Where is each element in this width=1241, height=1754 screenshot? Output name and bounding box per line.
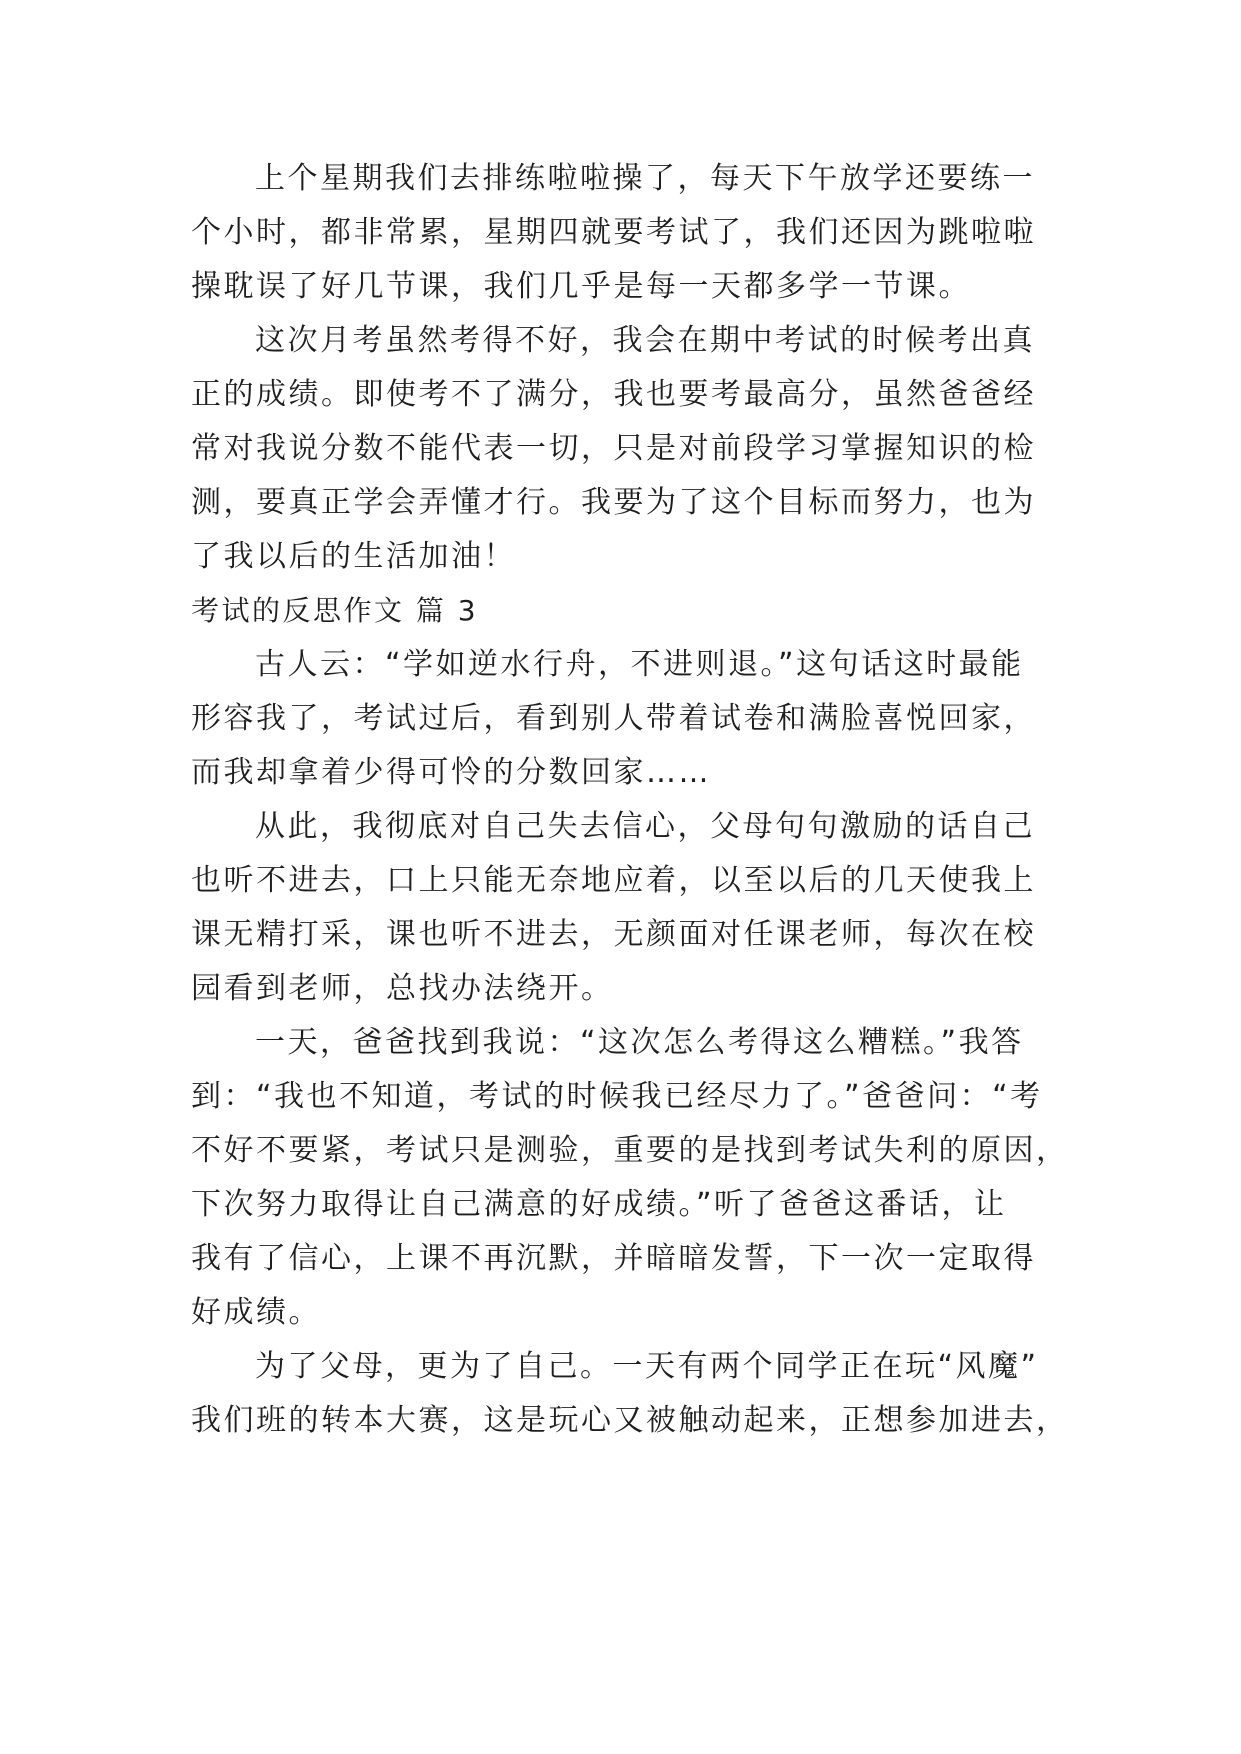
paragraph-line: 正的成绩。即使考不了满分，我也要考最高分，虽然爸爸经 (191, 377, 1036, 412)
paragraph-line: 形容我了，考试过后，看到别人带着试卷和满脸喜悦回家， (191, 701, 1036, 736)
paragraph-line: 了我以后的生活加油！ (191, 539, 516, 574)
paragraph-line: 而我却拿着少得可怜的分数回家…… (191, 755, 711, 790)
paragraph-line: 操耽误了好几节课，我们几乎是每一天都多学一节课。 (191, 269, 971, 304)
paragraph-line: 个小时，都非常累，星期四就要考试了，我们还因为跳啦啦 (191, 215, 1036, 250)
paragraph-line: 一天，爸爸找到我说：“这次怎么考得这么糟糕。”我答 (255, 1025, 1024, 1060)
paragraph-line: 课无精打采，课也听不进去，无颜面对任课老师，每次在校 (191, 917, 1036, 952)
paragraph-line: 我们班的转本大赛，这是玩心又被触动起来，正想参加进去， (191, 1403, 1069, 1438)
document-body (191, 152, 1069, 1448)
paragraph-line: 测，要真正学会弄懂才行。我要为了这个目标而努力，也为 (191, 485, 1036, 520)
paragraph-line: 到：“我也不知道，考试的时候我已经尽力了。”爸爸问：“考 (191, 1079, 1043, 1114)
paragraph-line: 古人云：“学如逆水行舟，不进则退。”这句话这时最能 (255, 647, 1024, 682)
paragraph-line: 我有了信心，上课不再沉默，并暗暗发誓，下一次一定取得 (191, 1241, 1036, 1276)
paragraph-line: 下次努力取得让自己满意的好成绩。”听了爸爸这番话，让 (191, 1187, 1007, 1222)
paragraph-line: 常对我说分数不能代表一切，只是对前段学习掌握知识的检 (191, 431, 1036, 466)
paragraph-line: 园看到老师，总找办法绕开。 (191, 971, 614, 1006)
paragraph-line: 为了父母，更为了自己。一天有两个同学正在玩“风魔” (255, 1349, 1039, 1384)
paragraph-line: 好成绩。 (191, 1295, 321, 1330)
paragraph-line: 这次月考虽然考得不好，我会在期中考试的时候考出真 (255, 323, 1035, 358)
paragraph-line: 也听不进去，口上只能无奈地应着，以至以后的几天使我上 (191, 863, 1036, 898)
paragraph-line: 上个星期我们去排练啦啦操了，每天下午放学还要练一 (255, 161, 1035, 196)
section-heading: 考试的反思作文 篇 3 (191, 594, 479, 627)
paragraph-line: 不好不要紧，考试只是测验，重要的是找到考试失利的原因， (191, 1133, 1069, 1168)
paragraph-line: 从此，我彻底对自己失去信心，父母句句激励的话自己 (255, 809, 1035, 844)
